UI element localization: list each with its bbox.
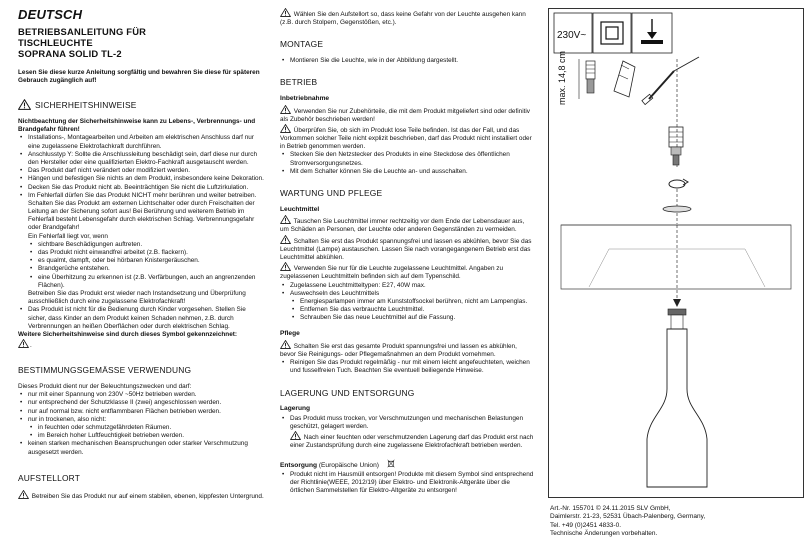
fault-outro: Betreiben Sie das Produkt erst wieder nach Instandsetzung und Überprüfung ausschließlich durch eine zugelassene Elektrofachkraft! xyxy=(28,289,246,306)
list-item: • Hängen und befestigen Sie nichts an dem Produkt, insbesondere keine Dekoration. xyxy=(28,175,265,183)
mount-list xyxy=(280,57,534,65)
list-item: • Produkt nicht im Hausmüll entsorgen! Produkte mit diesem Symbol sind entsprechend der Richtlinie(WEEE, 2012/19) über Elektro- und Elektronik-Altgeräte über die örtlichen Sammelstellen für Elektro-Altgeräte zu entsorgen! xyxy=(290,471,534,496)
list-item: • Montieren Sie die Leuchte, wie in der Abbildung dargestellt. xyxy=(290,57,534,65)
list-item: • Installations-, Montagearbeiten und Arbeiten am elektrischen Anschluss darf nur eine zugelassene Elektrofachkraft durchführen. xyxy=(28,134,265,150)
operation-warning-2 xyxy=(280,124,534,152)
assembly-diagram xyxy=(549,9,803,497)
list-item-text: Das Produkt muss trocken, vor Verschmutzungen und mechanischen Belastungen geschützt, gelagert werden. xyxy=(290,414,524,430)
operation-list xyxy=(280,151,534,176)
rotate-arrow-icon xyxy=(669,179,688,188)
mount-heading: MONTAGE xyxy=(280,39,324,50)
fault-paragraph: Im Fehlerfall dürfen Sie das Produkt NICHT mehr berühren und weiter betreiben. Schalten Sie das Produkt am externen Lichtschalter oder durch Freischalten der Leitung an der Sicherung sofort aus! Bei Berührung und weiterem Betrieb im Fehlerfall besteht Lebensgefahr durch elektrischen Schlag. Verbrennungsgefahr oder Brandgefahr! xyxy=(28,191,257,232)
maintenance-heading: WARTUNG UND PFLEGE xyxy=(280,188,383,198)
imprint-line: Daimlerstr. 21-23, 52531 Übach-Palenberg, Germany, xyxy=(550,513,706,521)
warning-icon xyxy=(18,99,31,110)
weee-bin-icon xyxy=(387,459,395,468)
max-height-label: max. 14,8 cm xyxy=(557,50,567,105)
doc-title-line-2: TISCHLEUCHTE xyxy=(18,36,93,48)
storage-subheading: Lagerung xyxy=(280,405,311,413)
warning-icon xyxy=(280,215,291,224)
shade-ring xyxy=(663,206,691,212)
warning-icon xyxy=(280,340,291,349)
column-2 xyxy=(280,8,534,496)
further-symbol-line xyxy=(18,339,265,350)
use-list xyxy=(18,391,265,457)
list-item: • das Produkt nicht einwandfrei arbeitet (z.B. flackern). xyxy=(38,249,265,257)
storage-heading: LAGERUNG UND ENTSORGUNG xyxy=(280,387,415,398)
lamp-warning-1 xyxy=(280,215,534,234)
list-item-text: nur in trockenen, also nicht: xyxy=(28,415,107,423)
care-warning xyxy=(280,340,534,359)
voltage-label: 230V~ xyxy=(557,30,587,41)
list-item: • sichtbare Beschädigungen auftreten. xyxy=(38,241,265,249)
storage-list xyxy=(280,415,534,451)
place-heading: AUFSTELLORT xyxy=(18,472,81,483)
list-item: • Mit dem Schalter können Sie die Leuchte an- und ausschalten. xyxy=(290,168,534,176)
lamp-bulb-icon xyxy=(586,61,595,93)
lamp-warning-2 xyxy=(280,235,534,263)
list-item: • in feuchten oder schmutzgefährdeten Räumen. xyxy=(38,424,265,432)
list-item xyxy=(290,415,534,451)
list-item xyxy=(28,416,265,441)
warning-icon xyxy=(280,105,291,114)
warning-icon xyxy=(280,8,291,17)
operation-heading: BETRIEB xyxy=(280,77,318,88)
use-heading: BESTIMMUNGSGEMÄSSE VERWENDUNG xyxy=(18,365,192,376)
warning-text: Schalten Sie erst das gesamte Produkt spannungsfrei und lassen es abkühlen, bevor Sie Reinigungs- oder Pflegemaßnahmen an dem Produkt vornehmen. xyxy=(280,342,517,359)
imprint-line: Art.-Nr. 155701 © 24.11.2015 SLV GmbH, xyxy=(550,505,671,512)
operation-subheading: Inbetriebnahme xyxy=(280,95,330,103)
column-1 xyxy=(18,0,265,502)
list-item: • Stecken Sie den Netzstecker des Produkts in eine Steckdose des öffentlichen Stromversorgungsnetzes. xyxy=(290,151,534,167)
list-item: • Das Produkt ist nicht für die Bedienung durch Kinder vorgesehen. Stellen Sie sicher, dass Kinder an dem Produkt keinen Schaden nehmen, z.B. durch Verbrennungen an heißen Oberflächen oder durch elektrischen Schlag. xyxy=(28,306,265,331)
warning-icon xyxy=(280,235,291,244)
disposal-region: (Europäische Union) xyxy=(317,461,379,469)
disposal-list xyxy=(280,471,534,496)
protection-class-ii-icon xyxy=(601,22,623,44)
warning-text: Verwenden Sie nur für die Leuchte zugelassene Leuchtmittel. Angaben zu zugelassenen Leuchtmitteln befinden sich auf dem Typenschild. xyxy=(280,265,504,281)
list-item: • nur mit einer Spannung von 230V ~50Hz betrieben werden. xyxy=(28,391,265,399)
imprint-line: Technische Änderungen vorbehalten. xyxy=(550,530,658,538)
list-item: • eine Überhitzung zu erkennen ist (z.B. Verfärbungen, auch an angrenzenden Flächen). xyxy=(38,274,265,290)
safety-list xyxy=(18,134,265,331)
list-item: • Das Produkt darf nicht verändert oder modifiziert werden. xyxy=(28,167,265,175)
list-item: • Entfernen Sie das verbrauchte Leuchtmittel. xyxy=(300,306,534,314)
warning-text: Überprüfen Sie, ob sich im Produkt lose Teile befinden. Ist das der Fall, und das Vorkommen solcher Teile nicht explizit beschrieben, darf das Produkt nicht installiert oder in Betrieb genommen werden. xyxy=(280,126,532,151)
care-list xyxy=(280,359,534,375)
list-item: • Energiesparlampen immer am Kunststoffsockel berühren, nicht am Lampenglas. xyxy=(300,298,534,306)
list-item xyxy=(28,192,265,307)
warning-icon xyxy=(290,431,301,440)
list-item: • nur entsprechend der Schutzklasse II (zwei) angeschlossen werden. xyxy=(28,399,265,407)
disposal-title: Entsorgung xyxy=(280,461,317,469)
place-text-body: Betreiben Sie das Produkt nur auf einem stabilen, ebenen, kippfesten Untergrund. xyxy=(31,493,264,501)
disposal-subheading xyxy=(280,459,534,470)
warning-icon xyxy=(280,124,291,133)
list-item: • Brandgerüche entstehen. xyxy=(38,265,265,273)
warning-text: Verwenden Sie nur Zubehörteile, die mit dem Produkt mitgeliefert sind oder definitiv als Zubehör beschrieben werden! xyxy=(280,107,531,123)
lamp-socket xyxy=(668,309,686,329)
list-item: • nur auf normal bzw. nicht entflammbaren Flächen betrieben werden. xyxy=(28,408,265,416)
list-item: • keinen starken mechanischen Beanspruchungen oder starker Verschmutzung ausgesetzt werden. xyxy=(28,440,265,456)
screwdriver-icon xyxy=(642,57,699,105)
lamp-subheading: Leuchtmittel xyxy=(280,205,320,213)
lamp-list xyxy=(280,282,534,323)
use-sub-list xyxy=(28,424,265,440)
list-item: • Schrauben Sie das neue Leuchtmittel auf die Fassung. xyxy=(300,314,534,322)
care-subheading: Pflege xyxy=(280,330,300,338)
further-safety-bold: Weitere Sicherheitshinweise sind durch dieses Symbol gekennzeichnet: xyxy=(18,330,238,338)
fault-intro: Ein Fehlerfall liegt vor, wenn xyxy=(28,232,108,240)
warning-text: Schalten Sie erst das Produkt spannungsfrei und lassen es abkühlen, bevor Sie das Leuchtmittel (Lampe) austauschen. Lassen Sie nach vorangegangenem Betrieb erst das Leuchtmittel abkühlen. xyxy=(280,237,532,261)
warning-text: Tauschen Sie Leuchtmittel immer rechtzeitig vor dem Ende der Lebensdauer aus, um Schäden an Personen, der Leuchte oder anderen Gegenständen zu vermeiden. xyxy=(280,218,525,234)
list-item xyxy=(290,290,534,323)
safety-heading-text: SICHERHEITSHINWEISE xyxy=(35,100,137,111)
operation-warning-1 xyxy=(280,105,534,124)
assembly-figure xyxy=(548,8,804,498)
warning-icon xyxy=(18,490,29,499)
list-item: • Decken Sie das Produkt nicht ab. Beeinträchtigen Sie nicht die Luftzirkulation. xyxy=(28,184,265,192)
list-item: • es qualmt, dampft, oder bei hörbaren Knistergeräuschen. xyxy=(38,257,265,265)
list-item-text: Auswechseln des Leuchtmittels xyxy=(290,289,380,297)
fault-list xyxy=(28,241,265,290)
language-title: DEUTSCH xyxy=(18,7,83,22)
energy-saving-bulb-icon xyxy=(669,127,683,165)
doc-title-line-1: BETRIEBSANLEITUNG FÜR xyxy=(18,25,147,37)
doc-title-line-3: SOPRANA SOLID TL-2 xyxy=(18,47,122,59)
lamp-sub-list xyxy=(290,298,534,323)
place-text xyxy=(18,490,265,501)
list-item: • Reinigen Sie das Produkt regelmäßig - nur mit einem leicht angefeuchteten, weichen und fusselfreien Tuch. Beachten Sie eventuell beiliegende Hinweise. xyxy=(290,359,534,375)
warning-text: Nach einer feuchten oder verschmutzenden Lagerung darf das Produkt erst nach einer Zustandsprüfung durch eine zugelassene Elektrofachkraft betrieben werden. xyxy=(290,434,534,450)
lamp-warning-3 xyxy=(280,262,534,281)
surface-mount-icon xyxy=(641,19,663,44)
symbol-tail: . xyxy=(30,342,32,350)
place-continued-text: Wählen Sie den Aufstellort so, dass keine Gefahr von der Leuchte ausgehen kann (z.B. durch Stolpern, Gegenstößen, etc.). xyxy=(280,11,526,27)
lamp-shade xyxy=(561,225,791,289)
list-item: • im Bereich hoher Luftfeuchtigkeit betrieben werden. xyxy=(38,432,265,440)
list-item: • Anschlusstyp Y: Sollte die Anschlussleitung beschädigt sein, darf diese nur durch den Hersteller oder eine qualifizierten Elektro-Fachkraft ausgetauscht werden. xyxy=(28,151,265,167)
bottle-lamp-base xyxy=(647,329,707,487)
safety-heading xyxy=(18,99,265,111)
imprint xyxy=(550,505,800,539)
use-intro: Dieses Produkt dient nur der Beleuchtungszwecken und darf: xyxy=(18,383,192,391)
imprint-line: Tel. +49 (0)2451 4833-0. xyxy=(550,521,622,529)
list-item: • Zugelassene Leuchtmitteltypen: E27, 40W max. xyxy=(290,282,534,290)
safety-warning-bold: Nichtbeachtung der Sicherheitshinweise kann zu Lebens-, Verbrennungs- und Brandgefahr führen! xyxy=(18,118,256,134)
warning-icon xyxy=(280,262,291,271)
place-continued xyxy=(280,8,534,27)
intro-text: Lesen Sie diese kurze Anleitung sorgfältig und bewahren Sie diese für späteren Gebrauch zugänglich auf! xyxy=(18,68,260,85)
warning-icon xyxy=(18,339,29,348)
hand-screwing-icon xyxy=(614,61,635,97)
